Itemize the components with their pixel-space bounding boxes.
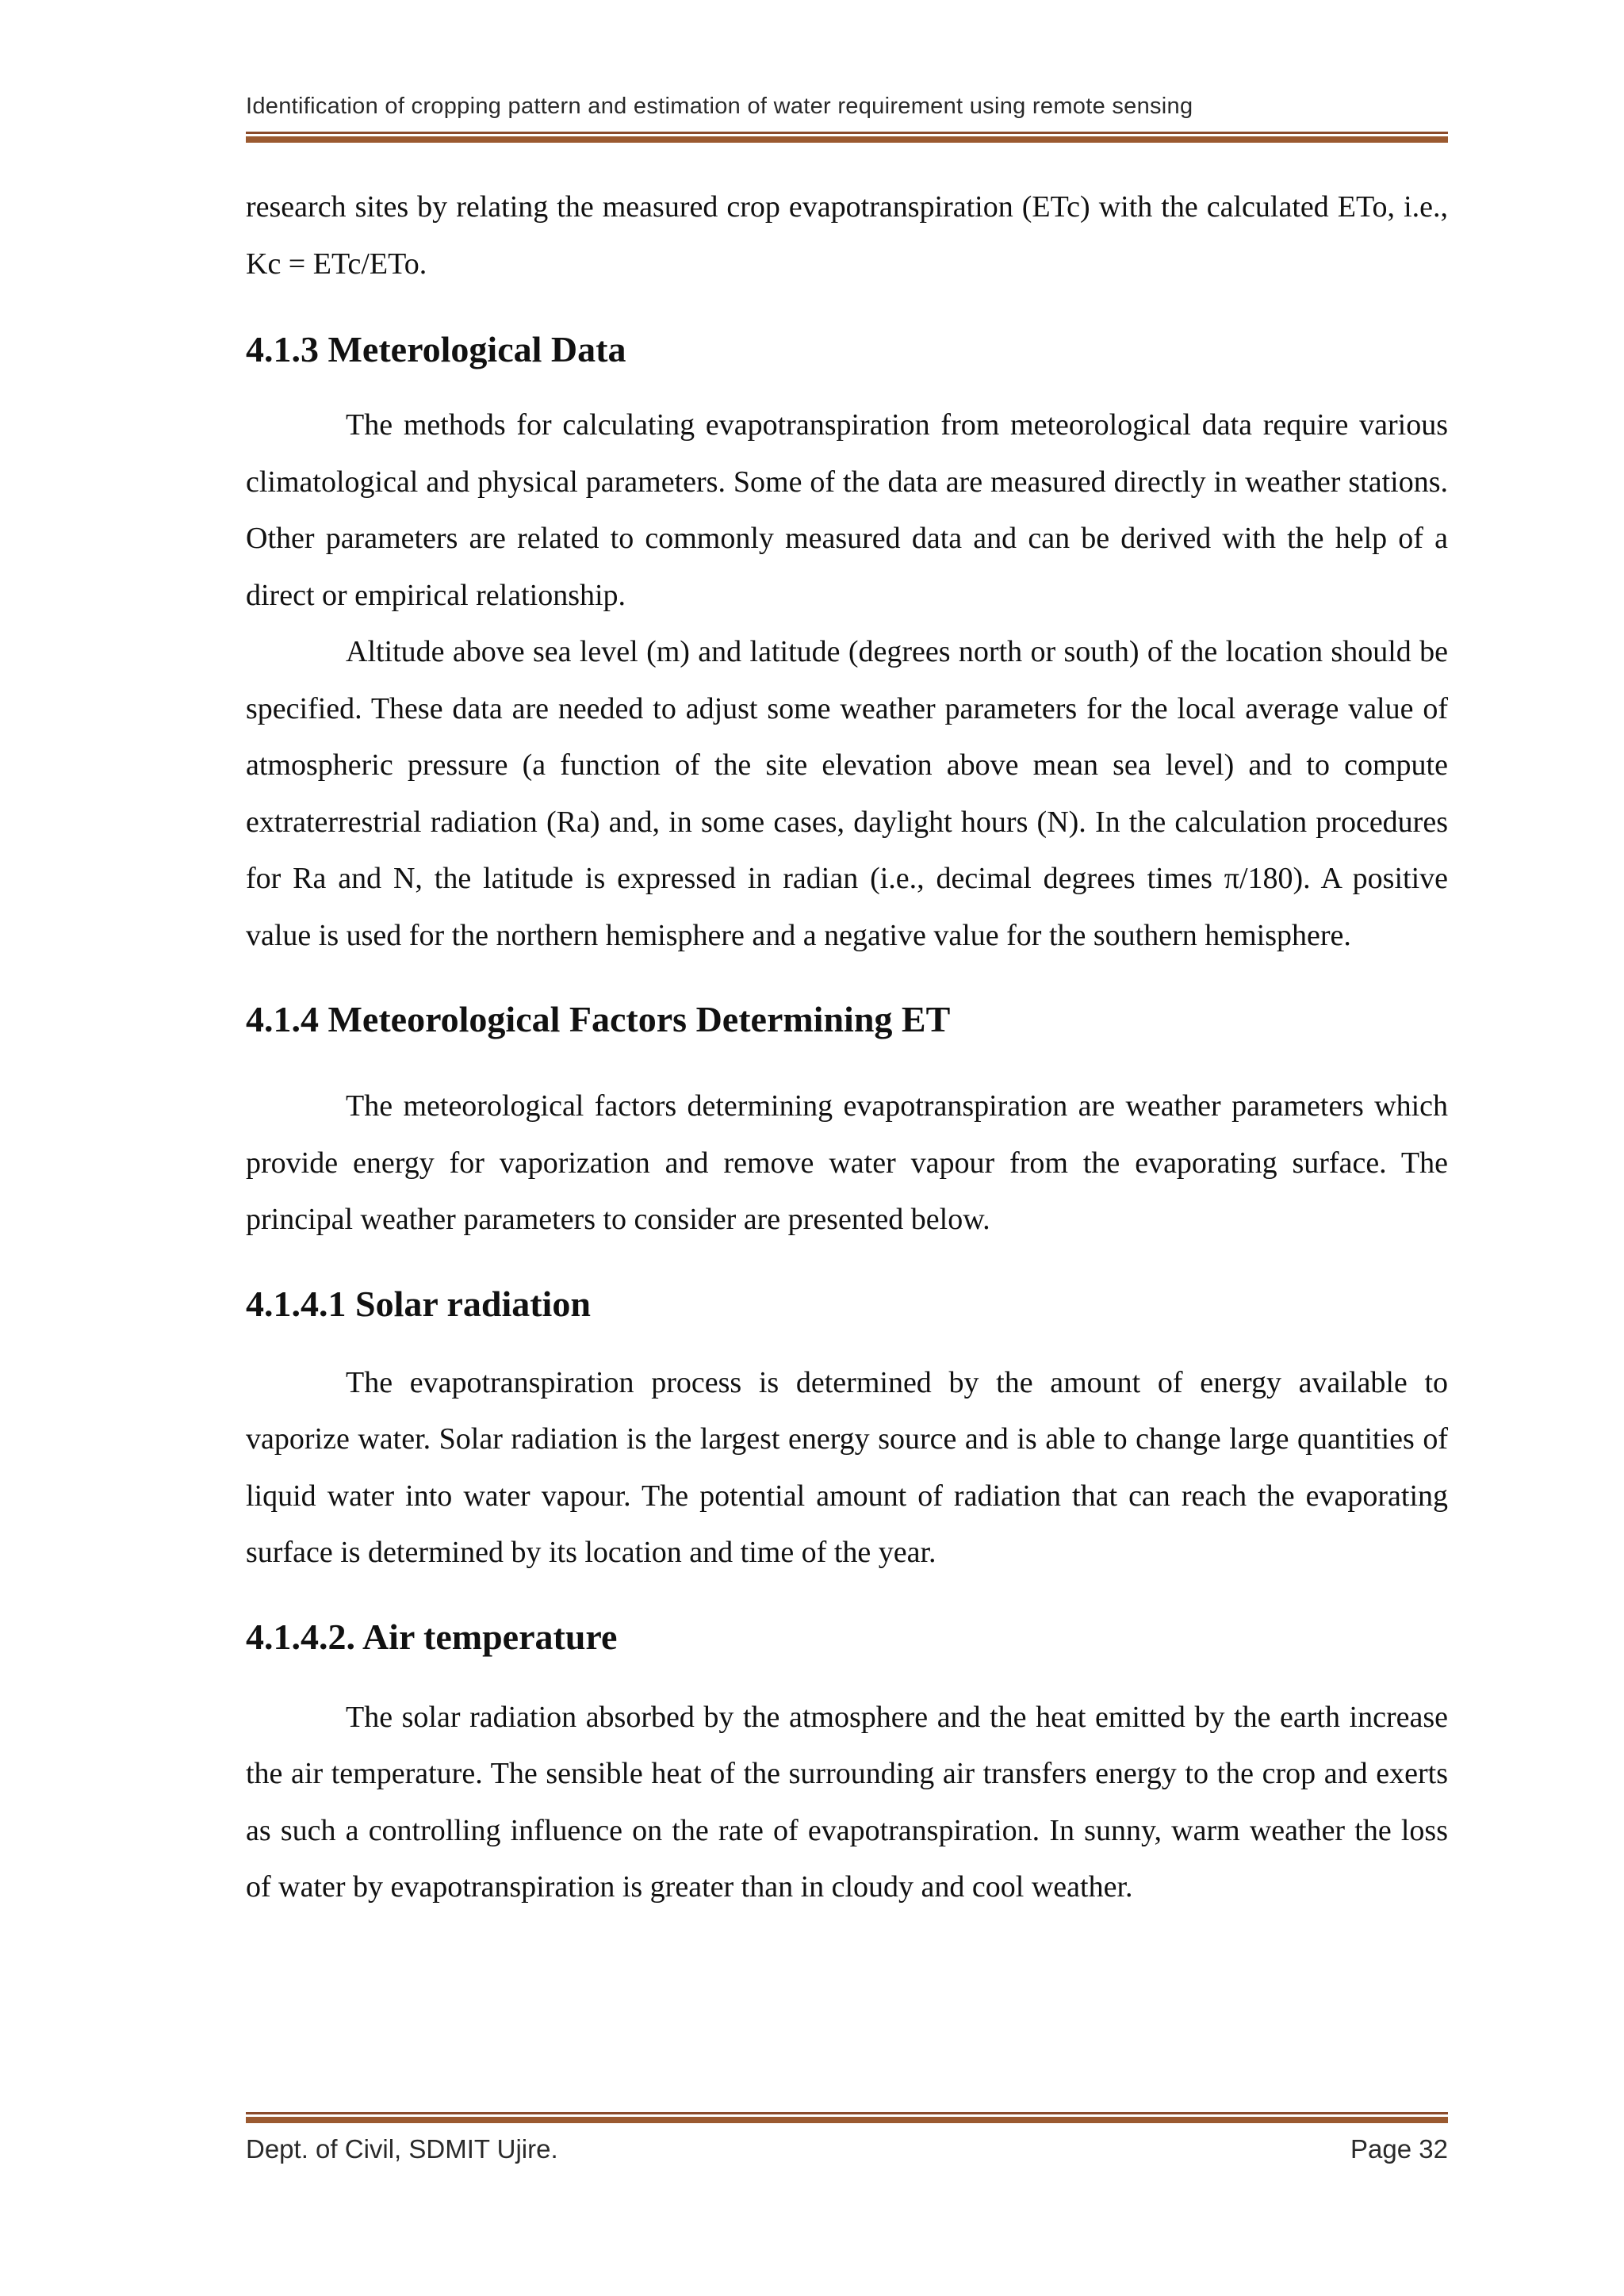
paragraph-altitude: Altitude above sea level (m) and latitude (degrees north or south) of the location should be specified. These data are needed to adjust some weather parameters for the local average value of atmospheric pressure (a function of the site elevation above mean sea level) and to compute extraterrestrial radiation (Ra) and, in some cases, daylight hours (N). In the calculation procedures for Ra and N, the latitude is expressed in radian (i.e., decimal degrees times π/180). A positive value is used for the northern hemisphere and a negative value for the southern hemisphere. <box>246 635 1448 952</box>
header-rule <box>246 132 1448 143</box>
footer-rule-thin <box>246 2112 1448 2114</box>
paragraph-factors: The meteorological factors determining evapotranspiration are weather parameters which provide energy for vaporization and remove water vapour from the evaporating surface. The principal weather parameters to consider are presented below. <box>246 1089 1448 1236</box>
paragraph-solar-radiation: The evapotranspiration process is determined by the amount of energy available to vaporize water. Solar radiation is the largest energy source and is able to change large quantities of liquid water into water vapour. The potential amount of radiation that can reach the evaporating surface is determined by its location and time of the year. <box>246 1365 1448 1569</box>
section-heading-4-1-3: 4.1.3 Meterological Data <box>246 329 626 369</box>
footer-department: Dept. of Civil, SDMIT Ujire. <box>246 2134 558 2164</box>
header-rule-thick <box>246 136 1448 143</box>
footer-rule-thick <box>246 2117 1448 2123</box>
page-number: Page 32 <box>1350 2134 1448 2164</box>
paragraph-methods: The methods for calculating evapotranspiration from meteorological data require various climatological and physical parameters. Some of the data are measured directly in weather stations. Other parameters are related to commonly measured data and can be derived with the help of a direct or empirical relationship. <box>246 408 1448 612</box>
footer-rule <box>246 2112 1448 2123</box>
page-footer <box>246 2134 1448 2164</box>
section-heading-4-1-4-2: 4.1.4.2. Air temperature <box>246 1616 618 1657</box>
header-rule-thin <box>246 132 1448 134</box>
page-content <box>246 179 1448 1916</box>
section-heading-4-1-4-1: 4.1.4.1 Solar radiation <box>246 1283 591 1324</box>
paragraph-air-temperature: The solar radiation absorbed by the atmosphere and the heat emitted by the earth increase the air temperature. The sensible heat of the surrounding air transfers energy to the crop and exerts as such a controlling influence on the rate of evapotranspiration. In sunny, warm weather the loss of water by evapotranspiration is greater than in cloudy and cool weather. <box>246 1700 1448 1904</box>
paragraph-continued: research sites by relating the measured crop evapotranspiration (ETc) with the calculated ETo, i.e., Kc = ETc/ETo. <box>246 190 1448 281</box>
section-heading-4-1-4: 4.1.4 Meteorological Factors Determining ET <box>246 999 951 1039</box>
running-header: Identification of cropping pattern and estimation of water requirement using remote sensing <box>246 94 1193 119</box>
